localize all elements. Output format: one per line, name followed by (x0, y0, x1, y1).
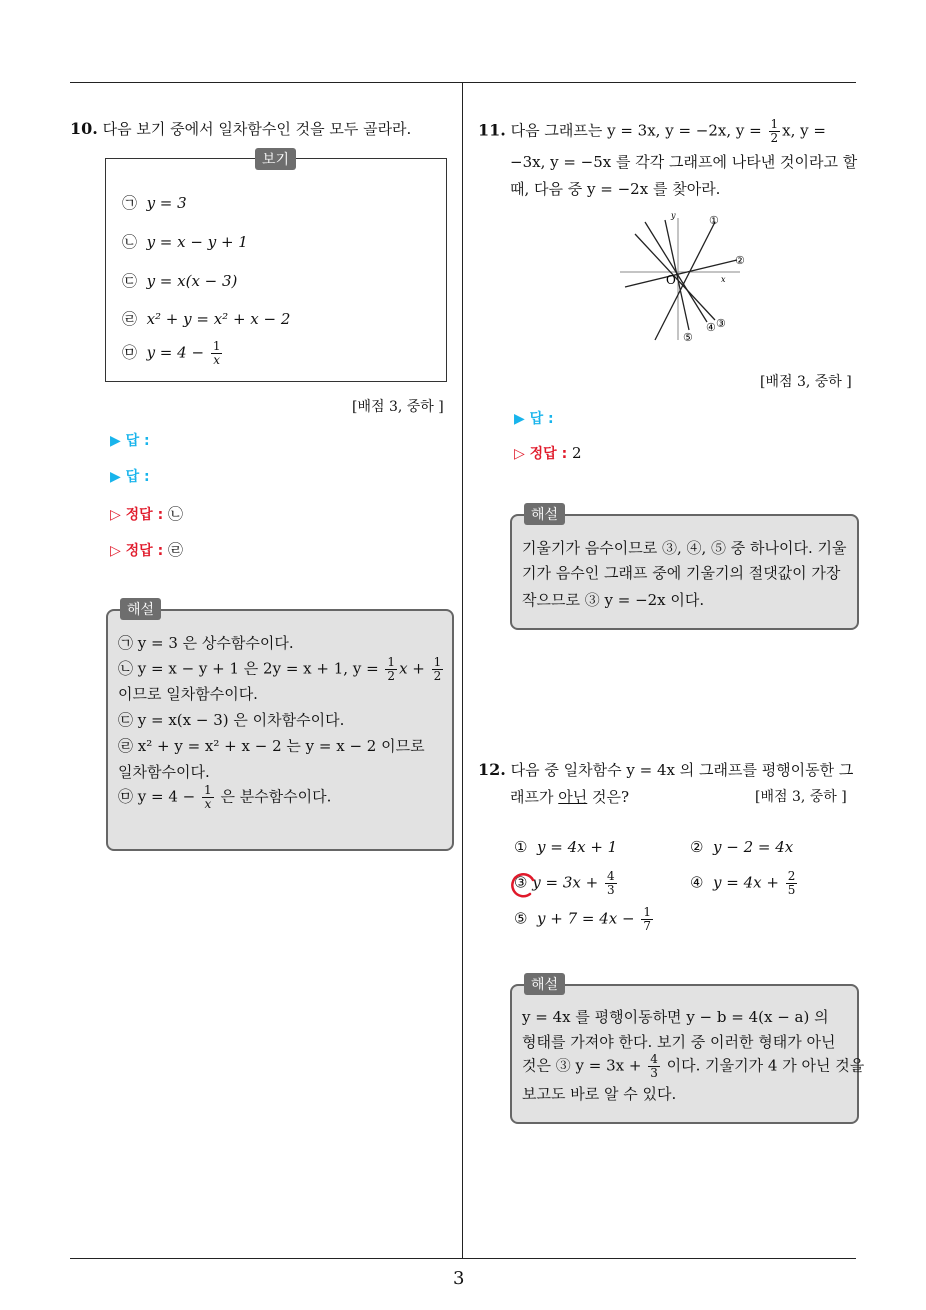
option-expr: y = x(x − 3) (146, 272, 238, 290)
fraction: $\frac{4}{3}$ (650, 1052, 658, 1080)
q12-choice-2[interactable]: ② y − 2 = 4x (690, 838, 794, 856)
x-axis-label: x (721, 275, 726, 284)
selected-answer-circle-icon (508, 870, 538, 900)
origin-label: O (666, 273, 676, 287)
fraction: $\frac{1}{2}$ (387, 655, 396, 683)
q12-number: 12. (478, 760, 506, 779)
top-rule (70, 82, 856, 83)
fraction: $\frac{1}{7}$ (643, 905, 651, 933)
correct-value: 2 (571, 444, 582, 462)
q12-line-2: 래프가 아닌 것은? (510, 788, 630, 806)
q11-line-1: 11. 다음 그래프는 y = 3x, y = −2x, y = $\frac{1}{2}$ x, y = (478, 117, 826, 145)
option-mark: ㉤ (122, 343, 138, 362)
q10-option-5 (122, 340, 224, 367)
q11-correct (514, 443, 582, 463)
q12-choice-5[interactable]: ⑤ y + 7 = 4x − $\frac{1}{7}$ (514, 905, 651, 933)
q10-expl-line-2: ㉡ y = x − y + 1 은 2y = x + 1, y = $\frac{1}{2}$ x + $\frac{1}{2}$ (118, 655, 442, 683)
correct-value: ㉣ (167, 541, 183, 559)
q10-option-1 (122, 192, 187, 213)
q12-expl-line-4: 보고도 바로 알 수 있다. (522, 1085, 677, 1103)
q10-number: 10. (70, 119, 98, 138)
q10-correct-2 (110, 539, 183, 560)
q11-expl-line-2: 기가 음수인 그래프 중에 기울기의 절댓값이 가장 (522, 564, 841, 582)
option-mark: ㉡ (122, 233, 138, 251)
q10-expl-label: 해설 (120, 598, 161, 620)
q10-expl-line-1: ㉠ y = 3 은 상수함수이다. (118, 634, 294, 652)
q10-answer-2[interactable]: ▶ 답 : (110, 469, 150, 485)
q10-header (70, 118, 411, 139)
fraction: $\frac{1}{x}$ (204, 783, 212, 811)
q10-option-3 (122, 270, 237, 291)
q10-box-label: 보기 (255, 148, 296, 170)
q12-choice-3[interactable]: ③ y = 3x + $\frac{4}{3}$ (514, 869, 615, 897)
q11-line-3: 때, 다음 중 y = −2x 를 찾아라. (510, 180, 721, 198)
option-expr: y = 4 − (146, 343, 205, 362)
q11-expl-line-1: 기울기가 음수이므로 ③, ④, ⑤ 중 하나이다. 기울 (522, 539, 847, 557)
label-1: ① (709, 214, 719, 227)
option-expr: y = 3 (146, 194, 187, 212)
option-mark: ㉣ (122, 310, 138, 328)
option-expr: y = x − y + 1 (146, 233, 248, 251)
correct-label: ▷ 정답 : (110, 507, 164, 523)
q10-prompt: 다음 보기 중에서 일차함수인 것을 모두 골라라. (102, 120, 412, 138)
bottom-rule (70, 1258, 856, 1259)
label-4: ④ (706, 321, 716, 334)
q12-choice-1[interactable]: ① y = 4x + 1 (514, 838, 618, 856)
label-3: ③ (716, 317, 726, 330)
q10-expl-line-7: ㉤ y = 4 − $\frac{1}{x}$ 은 분수함수이다. (118, 783, 332, 811)
fraction: $\frac{1}{2}$ (770, 117, 779, 145)
q12-expl-line-3: 것은 ③ y = 3x + $\frac{4}{3}$ 이다. 기울기가 4 가 아닌 것을 (522, 1052, 865, 1080)
q10-answer-1[interactable]: ▶ 답 : (110, 433, 150, 449)
q11-expl-label: 해설 (524, 503, 565, 525)
column-divider (462, 82, 463, 1258)
q11-graph (615, 210, 765, 350)
q12-expl-line-1: y = 4x 를 평행이동하면 y − b = 4(x − a) 의 (522, 1008, 829, 1026)
label-2: ② (735, 254, 745, 267)
fraction: $\frac{1}{2}$ (433, 655, 442, 683)
q10-correct-1 (110, 503, 183, 524)
q10-option-2 (122, 231, 248, 252)
q12-score: [배점 3, 중하 ] (755, 789, 847, 805)
q10-score: [배점 3, 중하 ] (352, 399, 444, 415)
q11-score: [배점 3, 중하 ] (760, 374, 852, 390)
fraction: $\frac{4}{3}$ (606, 869, 615, 897)
q10-expl-line-6: 일차함수이다. (118, 763, 210, 781)
correct-label: ▷ 정답 : (110, 543, 164, 559)
q11-number: 11. (478, 120, 506, 140)
option-expr: x² + y = x² + x − 2 (146, 310, 291, 328)
q10-expl-line-5: ㉣ x² + y = x² + x − 2 는 y = x − 2 이므로 (118, 737, 425, 755)
q12-choice-4[interactable]: ④ y = 4x + $\frac{2}{5}$ (690, 869, 796, 897)
q12-expl-label: 해설 (524, 973, 565, 995)
page-number: 3 (453, 1268, 465, 1289)
option-mark: ㉢ (122, 272, 138, 290)
q11-expl-line-3: 작으므로 ③ y = −2x 이다. (522, 591, 705, 609)
option-mark: ㉠ (122, 194, 138, 212)
label-5: ⑤ (683, 331, 693, 344)
q10-expl-line-4: ㉢ y = x(x − 3) 은 이차함수이다. (118, 711, 345, 729)
correct-label: ▷ 정답 : (514, 446, 568, 462)
q11-line-2: −3x, y = −5x 를 각각 그래프에 나타낸 것이라고 할 (510, 153, 858, 171)
q11-answer[interactable]: ▶ 답 : (514, 411, 554, 427)
fraction: $\frac{1}{x}$ (212, 339, 221, 367)
correct-value: ㉡ (167, 505, 183, 523)
fraction: $\frac{2}{5}$ (787, 869, 796, 897)
q12-expl-line-2: 형태를 가져야 한다. 보기 중 이러한 형태가 아닌 (522, 1033, 836, 1051)
q10-expl-line-3: 이므로 일차함수이다. (118, 685, 258, 703)
q12-line-1: 12. 다음 중 일차함수 y = 4x 의 그래프를 평행이동한 그 (478, 760, 854, 779)
q10-option-4 (122, 308, 290, 329)
y-axis-label: y (671, 211, 676, 220)
